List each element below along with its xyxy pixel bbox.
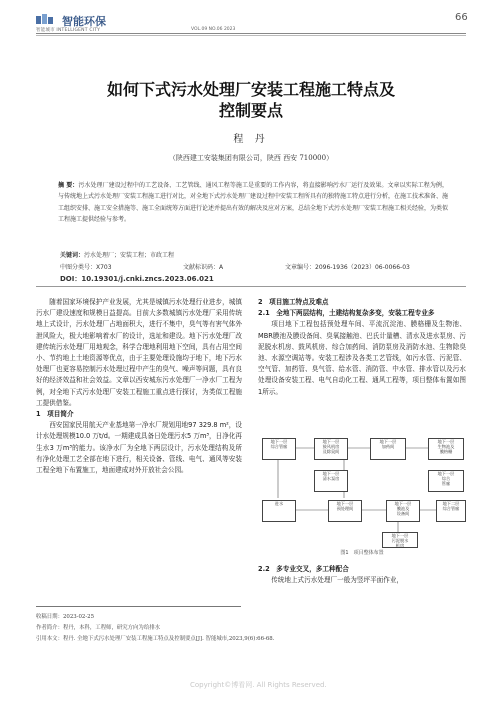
figure-box: 地下一层 清水泵房 <box>314 470 348 492</box>
figure-box: 地下一层 综合管廊 <box>262 438 296 460</box>
footnote-rule <box>36 606 241 607</box>
abstract <box>58 180 448 226</box>
figure-box: 地下一层 预处理间 <box>328 500 362 522</box>
figure-caption: 图1 项目整体布置 <box>340 550 384 556</box>
journal-name: 智能环保 <box>62 15 106 28</box>
figure-box: 地下一层 污泥脱水 机房 <box>382 532 418 548</box>
affiliation: （陕西建工安装集团有限公司，陕西 西安 710000） <box>168 154 334 162</box>
figure-box: 地下一层 鼓风机房 及除臭间 <box>314 438 348 460</box>
keywords-label: 关键词： <box>60 252 85 259</box>
subsection-heading: 2.2 多专业交叉，多工种配合 <box>258 565 349 573</box>
citation: 引用本文：程丹. 全地下式污水处理厂安装工程施工特点及控制要点[J]. 智能城市,2023,9(6):66-68. <box>36 636 275 642</box>
figure-box: 进水 <box>262 500 296 522</box>
keywords-line <box>60 250 174 259</box>
copyright-watermark: Copyright©博看网. All Rights Reserved. <box>190 681 327 689</box>
header-rule <box>36 33 466 34</box>
abstract-text: 污水处理厂建设过程中的工艺设备、工艺管线、通风工程等施工是重要的工作内容，将直接影响污水厂运行及效果。文章以实际工程为例，与传统地上式污水处理厂安装工程施工进行对比，对全地下式污水处理厂建设过程中安装工程所具有的独特施工特点进行分析，在施工技术准备、施工组织安排、施工安全措施等、施工全面统筹方面进行论述并提出有效的解决及应对方案，总结全地下式污水处理厂安装工程施工相关经验，为类似工程施工提供经验与参考。 <box>58 182 449 224</box>
doi: DOI：10.19301/j.cnki.zncs.2023.06.021 <box>60 275 214 283</box>
journal-logo-icon <box>36 14 60 26</box>
class-number: 中图分类号：X703 <box>60 264 112 271</box>
section-rule <box>36 286 466 287</box>
body-right-column-bottom <box>258 564 466 586</box>
figure-box: 地下一层 综合 管廊 <box>428 470 464 492</box>
article-number: 文章编号：2096-1936（2023）06-0066-03 <box>285 264 410 271</box>
features-paragraph: 项目地下工程包括预处理车间、平流沉淀池、膜格栅及生物池、MBR膜池及膜设备间、臭氧接触池、巴氏计量槽、清水及进水泵房、污泥脱水机房、鼓风机房、综合加药间、消防泵房及消防水池、生物除臭池、水源空调站等。安装工程涉及各类工艺管线，如污水管、污泥管、空气管、加药管、臭气管、给水管、消防管、中水管、排水管以及污水处理设备安装工程、电气自动化工程、通风工程等，项目整体布置如图1所示。 <box>258 320 466 396</box>
document-code: 文献标识码：A <box>183 264 224 271</box>
article-title-line1: 如何下式污水处理厂安装工程施工特点及 <box>106 80 395 99</box>
intro-paragraph: 随着国家环境保护产业发展，尤其是城镇污水处理行业进步，城镇污水厂建设速度和规模日益提高。目前大多数城镇污水处理厂采用传统地上式设计，污水处理厂占地面积大，进行不集中，臭气等有害气体外泄风险大，极大地影响着水厂的设计，选址和建设。地下污水处理厂改建传统污水处理厂用地观念，科学合理地利用地下空间，具有占用空间小、节约地上土地资源等优点，由于主要处理设施均于地下，地下污水处理厂也更容易控制污水处理过程中产生的臭气、噪声等问题，具有良好的经济效益和社会效益。文章以西安城东污水处理厂一净水厂工程为例，对全地下式污水处理厂安装工程施工重点进行探讨，为类似工程施工提供借鉴。 <box>36 298 242 407</box>
figure-box: 地下一层 生物池及 膜格栅 <box>428 438 464 460</box>
body-right-column <box>258 297 466 398</box>
header-rule-thin <box>36 35 466 36</box>
section-heading: 2 项目施工特点及难点 <box>258 298 329 306</box>
running-head: 智能城市 INTELLIGENT CITY <box>36 28 101 33</box>
figure-box: 地下一层 膜池及 设备间 <box>386 500 420 522</box>
subsection-heading: 2.1 全地下两层结构，土建结构复杂多变，安装工程专业多 <box>258 309 435 318</box>
keywords: 污水处理厂；安装工程；市政工程 <box>84 252 175 259</box>
figure-box: 地下二层 综合管廊 <box>436 500 466 522</box>
article-title-line2: 控制要点 <box>218 101 283 120</box>
paragraph: 传统地上式污水处理厂一般为竖坪平面作业， <box>271 576 404 585</box>
section-heading: 1 项目简介 <box>36 410 74 419</box>
author-bio: 作者简介：程丹，本科，工程师，研究方向为给排水 <box>36 625 160 631</box>
author-name: 程 丹 <box>233 134 269 145</box>
layout-figure <box>258 434 466 562</box>
issue-label: VOL.09 NO.06 2023 <box>191 27 236 32</box>
figure-box: 地下一层 加药间 <box>370 438 406 460</box>
body-left-column <box>36 297 242 476</box>
received-date: 收稿日期：2023-02-25 <box>36 614 95 620</box>
project-paragraph: 西安国家民用航天产业基地第一净水厂规划用地97 329.8 m²，设计水处理规模10.0 万t/d。一期建成具备日处理污水5 万m³，日净化再生水3 万m³的能力。该净水厂为全地下两层设计，污水处理结构及所有净化处理工艺全部在地下进行，相关设备、管线、电气、通风等安装工程全地下布置施工，地面建成对外开放社会公园。 <box>36 421 242 475</box>
page-number: 66 <box>455 12 468 23</box>
abstract-label: 摘 要： <box>58 182 79 189</box>
